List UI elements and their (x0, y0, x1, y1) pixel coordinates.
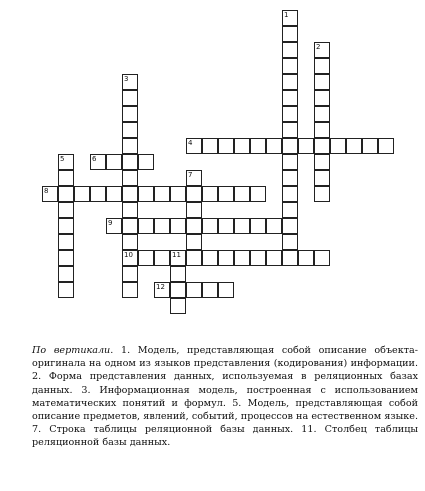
grid-cell[interactable] (122, 106, 138, 122)
grid-cell[interactable] (122, 282, 138, 298)
grid-cell[interactable] (106, 186, 122, 202)
grid-cell[interactable] (154, 186, 170, 202)
grid-cell[interactable] (202, 218, 218, 234)
grid-cell[interactable] (282, 42, 298, 58)
clue-number-12: 12 (156, 283, 165, 291)
clue-number-10: 10 (124, 251, 133, 259)
grid-cell[interactable] (170, 186, 186, 202)
grid-cell[interactable] (314, 90, 330, 106)
grid-cell[interactable] (314, 154, 330, 170)
clue-number-2: 2 (316, 43, 321, 51)
grid-cell[interactable] (58, 186, 74, 202)
grid-cell[interactable] (106, 154, 122, 170)
grid-cell[interactable] (250, 250, 266, 266)
clue-number-9: 9 (108, 219, 113, 227)
grid-cell[interactable] (298, 250, 314, 266)
grid-cell[interactable] (122, 266, 138, 282)
grid-cell[interactable] (154, 250, 170, 266)
grid-cell[interactable] (138, 250, 154, 266)
grid-cell[interactable] (330, 138, 346, 154)
grid-cell[interactable] (282, 170, 298, 186)
grid-cell[interactable] (282, 90, 298, 106)
grid-cell[interactable] (282, 186, 298, 202)
grid-cell[interactable] (138, 186, 154, 202)
grid-cell[interactable] (186, 218, 202, 234)
grid-cell[interactable] (74, 186, 90, 202)
grid-cell[interactable] (282, 74, 298, 90)
grid-cell[interactable] (186, 234, 202, 250)
clue-number-5: 5 (60, 155, 65, 163)
grid-cell[interactable] (314, 250, 330, 266)
clue-number-11: 11 (172, 251, 181, 259)
grid-cell[interactable] (218, 250, 234, 266)
grid-cell[interactable] (58, 250, 74, 266)
grid-cell[interactable] (186, 282, 202, 298)
grid-cell[interactable] (378, 138, 394, 154)
grid-cell[interactable] (186, 202, 202, 218)
grid-cell[interactable] (266, 218, 282, 234)
grid-cell[interactable] (314, 138, 330, 154)
grid-cell[interactable] (282, 26, 298, 42)
grid-cell[interactable] (218, 282, 234, 298)
grid-cell[interactable] (314, 186, 330, 202)
grid-cell[interactable] (234, 218, 250, 234)
grid-cell[interactable] (314, 106, 330, 122)
clue-number-6: 6 (92, 155, 97, 163)
grid-cell[interactable] (266, 250, 282, 266)
grid-cell[interactable] (282, 138, 298, 154)
grid-cell[interactable] (122, 234, 138, 250)
grid-cell[interactable] (314, 74, 330, 90)
grid-cell[interactable] (122, 138, 138, 154)
grid-cell[interactable] (282, 58, 298, 74)
grid-cell[interactable] (250, 186, 266, 202)
grid-cell[interactable] (170, 298, 186, 314)
grid-cell[interactable] (138, 154, 154, 170)
grid-cell[interactable] (186, 250, 202, 266)
clues-heading: По вертикали. (32, 345, 114, 356)
clue-number-8: 8 (44, 187, 49, 195)
grid-cell[interactable] (282, 218, 298, 234)
grid-cell[interactable] (58, 234, 74, 250)
grid-cell[interactable] (138, 218, 154, 234)
grid-cell[interactable] (218, 186, 234, 202)
grid-cell[interactable] (122, 122, 138, 138)
grid-cell[interactable] (282, 106, 298, 122)
grid-cell[interactable] (170, 266, 186, 282)
grid-cell[interactable] (218, 218, 234, 234)
clue-number-1: 1 (284, 11, 289, 19)
grid-cell[interactable] (346, 138, 362, 154)
grid-cell[interactable] (58, 170, 74, 186)
grid-cell[interactable] (282, 122, 298, 138)
grid-cell[interactable] (58, 218, 74, 234)
grid-cell[interactable] (218, 138, 234, 154)
clues-text: 1. Модель, представляющая собой описание объекта-оригинала на одном из языков представления (кодирования) информации. 2. Форма представления данных, используемая в реляционных базах данных. 3. Информационная модель, построенная с использованием математических понятий и формул. 5. Модель, представляющая собой описание предметов, явлений, событий, процессов на естественном языке. 7. Строка таблицы реляционной базы данных. 11. Столбец таблицы реляционной базы данных. (32, 345, 418, 449)
clue-number-3: 3 (124, 75, 129, 83)
grid-cell[interactable] (170, 218, 186, 234)
grid-cell[interactable] (282, 202, 298, 218)
grid-cell[interactable] (154, 218, 170, 234)
grid-cell[interactable] (58, 266, 74, 282)
grid-cell[interactable] (122, 218, 138, 234)
grid-cell[interactable] (202, 186, 218, 202)
grid-cell[interactable] (234, 186, 250, 202)
grid-cell[interactable] (250, 218, 266, 234)
grid-cell[interactable] (314, 122, 330, 138)
grid-cell[interactable] (202, 138, 218, 154)
grid-cell[interactable] (282, 234, 298, 250)
grid-cell[interactable] (58, 202, 74, 218)
grid-cell[interactable] (266, 138, 282, 154)
grid-cell[interactable] (314, 58, 330, 74)
grid-cell[interactable] (58, 282, 74, 298)
grid-cell[interactable] (234, 138, 250, 154)
grid-cell[interactable] (122, 186, 138, 202)
grid-cell[interactable] (170, 282, 186, 298)
grid-cell[interactable] (122, 90, 138, 106)
grid-cell[interactable] (186, 186, 202, 202)
grid-cell[interactable] (202, 250, 218, 266)
grid-cell[interactable] (362, 138, 378, 154)
clue-number-4: 4 (188, 139, 193, 147)
grid-cell[interactable] (202, 282, 218, 298)
clue-number-7: 7 (188, 171, 193, 179)
grid-cell[interactable] (122, 202, 138, 218)
grid-cell[interactable] (234, 250, 250, 266)
grid-cell[interactable] (122, 154, 138, 170)
grid-cell[interactable] (122, 170, 138, 186)
grid-cell[interactable] (314, 170, 330, 186)
grid-cell[interactable] (250, 138, 266, 154)
grid-cell[interactable] (90, 186, 106, 202)
grid-cell[interactable] (298, 138, 314, 154)
grid-cell[interactable] (282, 154, 298, 170)
grid-cell[interactable] (282, 250, 298, 266)
clues-block (32, 344, 418, 450)
